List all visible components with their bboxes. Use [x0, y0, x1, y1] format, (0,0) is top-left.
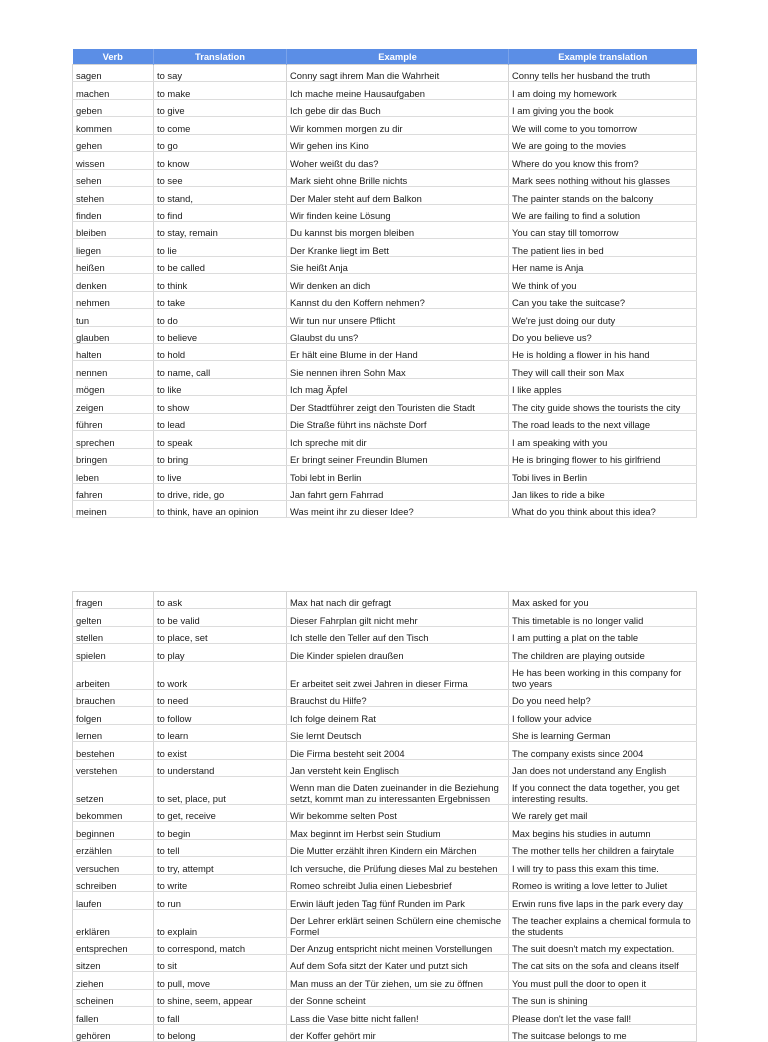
example-cell: Woher weißt du das? [287, 152, 509, 169]
table-row [73, 169, 697, 186]
verb-cell: erklären [73, 909, 154, 937]
verb-cell: schreiben [73, 874, 154, 891]
table-row [73, 152, 697, 169]
translation-cell: to exist [154, 742, 287, 759]
table-row [73, 361, 697, 378]
verb-cell: finden [73, 204, 154, 221]
example-translation-cell: Max asked for you [509, 592, 697, 609]
table-row [73, 378, 697, 395]
translation-cell: to play [154, 644, 287, 661]
example-cell: Er arbeitet seit zwei Jahren in dieser Firma [287, 661, 509, 689]
header-example-translation: Example translation [509, 49, 697, 65]
verb-cell: sehen [73, 169, 154, 186]
translation-cell: to do [154, 309, 287, 326]
example-cell: Was meint ihr zu dieser Idee? [287, 500, 509, 517]
translation-cell: to get, receive [154, 804, 287, 821]
example-translation-cell: The painter stands on the balcony [509, 187, 697, 204]
example-translation-cell: Do you believe us? [509, 326, 697, 343]
example-translation-cell: Do you need help? [509, 689, 697, 706]
table-row [73, 291, 697, 308]
example-translation-cell: I am speaking with you [509, 431, 697, 448]
example-translation-cell: The road leads to the next village [509, 413, 697, 430]
example-cell: Ich mag Äpfel [287, 378, 509, 395]
example-cell: Max hat nach dir gefragt [287, 592, 509, 609]
table-row [73, 776, 697, 804]
example-translation-cell: The city guide shows the tourists the city [509, 396, 697, 413]
verb-cell: gelten [73, 609, 154, 626]
verb-cell: folgen [73, 707, 154, 724]
table-row [73, 500, 697, 517]
translation-cell: to shine, seem, appear [154, 989, 287, 1006]
translation-cell: to set, place, put [154, 776, 287, 804]
table-row [73, 759, 697, 776]
verb-cell: spielen [73, 644, 154, 661]
example-cell: Conny sagt ihrem Man die Wahrheit [287, 65, 509, 82]
table-row [73, 1024, 697, 1041]
verb-table-2 [72, 591, 697, 1042]
example-translation-cell: Tobi lives in Berlin [509, 466, 697, 483]
table-row [73, 448, 697, 465]
example-translation-cell: The children are playing outside [509, 644, 697, 661]
verb-cell: geben [73, 99, 154, 116]
table-row [73, 609, 697, 626]
translation-cell: to live [154, 466, 287, 483]
example-cell: Die Straße führt ins nächste Dorf [287, 413, 509, 430]
example-translation-cell: The teacher explains a chemical formula to the students [509, 909, 697, 937]
example-translation-cell: You can stay till tomorrow [509, 221, 697, 238]
example-cell: Ich versuche, die Prüfung dieses Mal zu bestehen [287, 857, 509, 874]
example-translation-cell: Max begins his studies in autumn [509, 822, 697, 839]
table-row [73, 724, 697, 741]
table-row [73, 822, 697, 839]
translation-cell: to tell [154, 839, 287, 856]
translation-cell: to take [154, 291, 287, 308]
example-cell: Die Kinder spielen draußen [287, 644, 509, 661]
example-translation-cell: Please don't let the vase fall! [509, 1007, 697, 1024]
translation-cell: to follow [154, 707, 287, 724]
example-cell: Der Maler steht auf dem Balkon [287, 187, 509, 204]
verb-cell: kommen [73, 117, 154, 134]
example-cell: Der Kranke liegt im Bett [287, 239, 509, 256]
translation-cell: to stand, [154, 187, 287, 204]
table-row [73, 82, 697, 99]
example-cell: Ich spreche mit dir [287, 431, 509, 448]
verb-cell: machen [73, 82, 154, 99]
table-row [73, 626, 697, 643]
table-row [73, 431, 697, 448]
translation-cell: to lie [154, 239, 287, 256]
example-translation-cell: The suitcase belongs to me [509, 1024, 697, 1041]
example-translation-cell: We think of you [509, 274, 697, 291]
translation-cell: to begin [154, 822, 287, 839]
verb-table-2-body [73, 592, 697, 1042]
verb-cell: leben [73, 466, 154, 483]
verb-cell: fallen [73, 1007, 154, 1024]
verb-cell: lernen [73, 724, 154, 741]
table-row [73, 1007, 697, 1024]
table-row [73, 857, 697, 874]
verb-cell: beginnen [73, 822, 154, 839]
verb-cell: gehören [73, 1024, 154, 1041]
verb-cell: scheinen [73, 989, 154, 1006]
translation-cell: to see [154, 169, 287, 186]
verb-cell: laufen [73, 892, 154, 909]
table-row [73, 874, 697, 891]
table-row [73, 892, 697, 909]
example-translation-cell: I am putting a plat on the table [509, 626, 697, 643]
verb-cell: stellen [73, 626, 154, 643]
example-translation-cell: I am giving you the book [509, 99, 697, 116]
example-translation-cell: If you connect the data together, you get interesting results. [509, 776, 697, 804]
example-cell: der Sonne scheint [287, 989, 509, 1006]
table-row [73, 909, 697, 937]
example-cell: der Koffer gehört mir [287, 1024, 509, 1041]
verb-cell: fahren [73, 483, 154, 500]
example-cell: Max beginnt im Herbst sein Studium [287, 822, 509, 839]
verb-cell: tun [73, 309, 154, 326]
table-row [73, 955, 697, 972]
translation-cell: to give [154, 99, 287, 116]
example-translation-cell: The sun is shining [509, 989, 697, 1006]
table-row [73, 483, 697, 500]
table-row [73, 344, 697, 361]
table-row [73, 326, 697, 343]
example-translation-cell: I like apples [509, 378, 697, 395]
example-translation-cell: The company exists since 2004 [509, 742, 697, 759]
table-row [73, 689, 697, 706]
verb-cell: bekommen [73, 804, 154, 821]
translation-cell: to come [154, 117, 287, 134]
translation-cell: to understand [154, 759, 287, 776]
verb-cell: nennen [73, 361, 154, 378]
example-translation-cell: What do you think about this idea? [509, 500, 697, 517]
translation-cell: to think, have an opinion [154, 500, 287, 517]
table-row [73, 396, 697, 413]
translation-cell: to name, call [154, 361, 287, 378]
example-cell: Ich gebe dir das Buch [287, 99, 509, 116]
translation-cell: to drive, ride, go [154, 483, 287, 500]
table-row [73, 221, 697, 238]
table-row [73, 117, 697, 134]
verb-cell: erzählen [73, 839, 154, 856]
translation-cell: to go [154, 134, 287, 151]
verb-cell: denken [73, 274, 154, 291]
translation-cell: to learn [154, 724, 287, 741]
example-cell: Sie lernt Deutsch [287, 724, 509, 741]
translation-cell: to try, attempt [154, 857, 287, 874]
example-cell: Er hält eine Blume in der Hand [287, 344, 509, 361]
translation-cell: to hold [154, 344, 287, 361]
example-translation-cell: Jan does not understand any English [509, 759, 697, 776]
example-cell: Der Lehrer erklärt seinen Schülern eine chemische Formel [287, 909, 509, 937]
example-cell: Sie heißt Anja [287, 256, 509, 273]
verb-cell: arbeiten [73, 661, 154, 689]
verb-cell: wissen [73, 152, 154, 169]
example-translation-cell: We are going to the movies [509, 134, 697, 151]
example-translation-cell: I will try to pass this exam this time. [509, 857, 697, 874]
example-cell: Ich folge deinem Rat [287, 707, 509, 724]
translation-cell: to make [154, 82, 287, 99]
translation-cell: to find [154, 204, 287, 221]
verb-cell: fragen [73, 592, 154, 609]
translation-cell: to like [154, 378, 287, 395]
verb-cell: halten [73, 344, 154, 361]
example-translation-cell: The mother tells her children a fairytale [509, 839, 697, 856]
table-row [73, 989, 697, 1006]
verb-cell: nehmen [73, 291, 154, 308]
example-translation-cell: This timetable is no longer valid [509, 609, 697, 626]
example-cell: Jan versteht kein Englisch [287, 759, 509, 776]
translation-cell: to speak [154, 431, 287, 448]
table-row [73, 256, 697, 273]
translation-cell: to place, set [154, 626, 287, 643]
table-row [73, 937, 697, 954]
verb-cell: glauben [73, 326, 154, 343]
table-header-row [73, 49, 697, 65]
example-cell: Dieser Fahrplan gilt nicht mehr [287, 609, 509, 626]
example-cell: Mark sieht ohne Brille nichts [287, 169, 509, 186]
verb-cell: zeigen [73, 396, 154, 413]
translation-cell: to be called [154, 256, 287, 273]
table-row [73, 804, 697, 821]
example-cell: Jan fahrt gern Fahrrad [287, 483, 509, 500]
example-cell: Die Firma besteht seit 2004 [287, 742, 509, 759]
translation-cell: to bring [154, 448, 287, 465]
example-translation-cell: We will come to you tomorrow [509, 117, 697, 134]
translation-cell: to pull, move [154, 972, 287, 989]
example-translation-cell: You must pull the door to open it [509, 972, 697, 989]
example-cell: Die Mutter erzählt ihren Kindern ein Märchen [287, 839, 509, 856]
table-row [73, 466, 697, 483]
verb-cell: meinen [73, 500, 154, 517]
table-row [73, 239, 697, 256]
example-translation-cell: The patient lies in bed [509, 239, 697, 256]
translation-cell: to correspond, match [154, 937, 287, 954]
verb-cell: gehen [73, 134, 154, 151]
verb-cell: versuchen [73, 857, 154, 874]
verb-table-1 [72, 49, 697, 518]
table-row [73, 99, 697, 116]
verb-cell: verstehen [73, 759, 154, 776]
example-translation-cell: We are failing to find a solution [509, 204, 697, 221]
table-row [73, 187, 697, 204]
translation-cell: to know [154, 152, 287, 169]
translation-cell: to believe [154, 326, 287, 343]
verb-cell: ziehen [73, 972, 154, 989]
verb-cell: bringen [73, 448, 154, 465]
table-row [73, 413, 697, 430]
table-row [73, 309, 697, 326]
translation-cell: to work [154, 661, 287, 689]
example-translation-cell: The suit doesn't match my expectation. [509, 937, 697, 954]
verb-cell: sitzen [73, 955, 154, 972]
example-translation-cell: He is holding a flower in his hand [509, 344, 697, 361]
translation-cell: to lead [154, 413, 287, 430]
verb-cell: entsprechen [73, 937, 154, 954]
example-translation-cell: Mark sees nothing without his glasses [509, 169, 697, 186]
example-translation-cell: We rarely get mail [509, 804, 697, 821]
example-translation-cell: Can you take the suitcase? [509, 291, 697, 308]
verb-cell: setzen [73, 776, 154, 804]
translation-cell: to need [154, 689, 287, 706]
translation-cell: to sit [154, 955, 287, 972]
example-cell: Wir denken an dich [287, 274, 509, 291]
example-translation-cell: They will call their son Max [509, 361, 697, 378]
header-verb: Verb [73, 49, 154, 65]
verb-cell: mögen [73, 378, 154, 395]
example-translation-cell: I follow your advice [509, 707, 697, 724]
example-cell: Man muss an der Tür ziehen, um sie zu öffnen [287, 972, 509, 989]
example-translation-cell: He is bringing flower to his girlfriend [509, 448, 697, 465]
translation-cell: to be valid [154, 609, 287, 626]
example-translation-cell: Where do you know this from? [509, 152, 697, 169]
example-cell: Auf dem Sofa sitzt der Kater und putzt sich [287, 955, 509, 972]
example-cell: Ich stelle den Teller auf den Tisch [287, 626, 509, 643]
verb-cell: liegen [73, 239, 154, 256]
example-cell: Wir kommen morgen zu dir [287, 117, 509, 134]
translation-cell: to run [154, 892, 287, 909]
table-row [73, 65, 697, 82]
table-row [73, 204, 697, 221]
translation-cell: to say [154, 65, 287, 82]
table-row [73, 707, 697, 724]
example-translation-cell: I am doing my homework [509, 82, 697, 99]
example-cell: Wir tun nur unsere Pflicht [287, 309, 509, 326]
example-cell: Brauchst du Hilfe? [287, 689, 509, 706]
verb-cell: heißen [73, 256, 154, 273]
translation-cell: to fall [154, 1007, 287, 1024]
table-row [73, 592, 697, 609]
example-translation-cell: She is learning German [509, 724, 697, 741]
verb-cell: bestehen [73, 742, 154, 759]
example-cell: Glaubst du uns? [287, 326, 509, 343]
example-translation-cell: Erwin runs five laps in the park every day [509, 892, 697, 909]
example-cell: Wir gehen ins Kino [287, 134, 509, 151]
table-row [73, 742, 697, 759]
table-row [73, 644, 697, 661]
translation-cell: to write [154, 874, 287, 891]
example-cell: Erwin läuft jeden Tag fünf Runden im Park [287, 892, 509, 909]
example-translation-cell: Conny tells her husband the truth [509, 65, 697, 82]
example-translation-cell: Romeo is writing a love letter to Juliet [509, 874, 697, 891]
translation-cell: to stay, remain [154, 221, 287, 238]
example-cell: Ich mache meine Hausaufgaben [287, 82, 509, 99]
translation-cell: to think [154, 274, 287, 291]
table-row [73, 274, 697, 291]
example-cell: Sie nennen ihren Sohn Max [287, 361, 509, 378]
example-translation-cell: Jan likes to ride a bike [509, 483, 697, 500]
verb-cell: führen [73, 413, 154, 430]
translation-cell: to show [154, 396, 287, 413]
table-row [73, 661, 697, 689]
translation-cell: to ask [154, 592, 287, 609]
translation-cell: to explain [154, 909, 287, 937]
example-cell: Tobi lebt in Berlin [287, 466, 509, 483]
example-cell: Wir finden keine Lösung [287, 204, 509, 221]
table-row [73, 839, 697, 856]
example-cell: Der Anzug entspricht nicht meinen Vorstellungen [287, 937, 509, 954]
verb-cell: sagen [73, 65, 154, 82]
example-translation-cell: We're just doing our duty [509, 309, 697, 326]
example-translation-cell: Her name is Anja [509, 256, 697, 273]
example-translation-cell: The cat sits on the sofa and cleans itself [509, 955, 697, 972]
example-cell: Wenn man die Daten zueinander in die Beziehung setzt, kommt man zu interessanten Ergebnissen [287, 776, 509, 804]
example-cell: Er bringt seiner Freundin Blumen [287, 448, 509, 465]
header-example: Example [287, 49, 509, 65]
verb-cell: sprechen [73, 431, 154, 448]
translation-cell: to belong [154, 1024, 287, 1041]
table-row [73, 134, 697, 151]
verb-table-1-body [73, 65, 697, 518]
example-cell: Kannst du den Koffern nehmen? [287, 291, 509, 308]
header-translation: Translation [154, 49, 287, 65]
table-row [73, 972, 697, 989]
example-cell: Romeo schreibt Julia einen Liebesbrief [287, 874, 509, 891]
example-cell: Der Stadtführer zeigt den Touristen die Stadt [287, 396, 509, 413]
verb-cell: stehen [73, 187, 154, 204]
example-cell: Lass die Vase bitte nicht fallen! [287, 1007, 509, 1024]
example-translation-cell: He has been working in this company for two years [509, 661, 697, 689]
example-cell: Du kannst bis morgen bleiben [287, 221, 509, 238]
example-cell: Wir bekomme selten Post [287, 804, 509, 821]
verb-cell: brauchen [73, 689, 154, 706]
verb-cell: bleiben [73, 221, 154, 238]
